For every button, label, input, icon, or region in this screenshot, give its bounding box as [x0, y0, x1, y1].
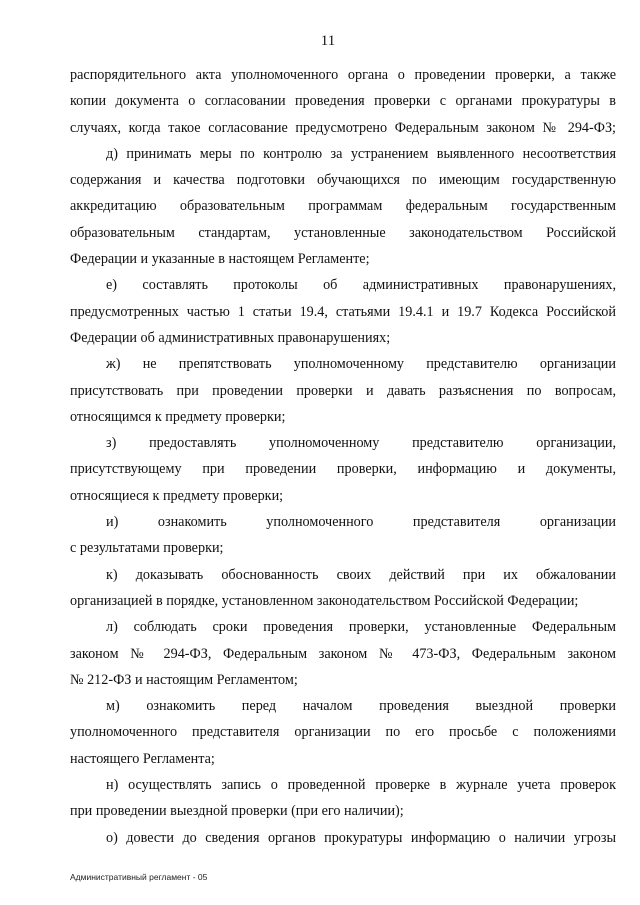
text-line: содержания и качества подготовки обучающихся по имеющим государственную	[70, 172, 616, 189]
paragraph-o	[70, 825, 616, 851]
text-line: образовательным стандартам, установленные законодательством Российской	[70, 224, 616, 241]
paragraph-n	[70, 772, 616, 825]
paragraph-l	[70, 614, 616, 693]
text-line: о) довести до сведения органов прокуратуры информацию о наличии угрозы	[106, 829, 616, 846]
text-line: копии документа о согласовании проведения проверки с органами прокуратуры в	[70, 93, 616, 110]
text-line: и) ознакомить уполномоченного представителя организации	[106, 514, 616, 531]
footer-document-id: Административный регламент - 05	[70, 872, 208, 882]
text-line: к) доказывать обоснованность своих действий при их обжаловании	[106, 566, 616, 583]
text-line: н) осуществлять запись о проведенной проверке в журнале учета проверок	[106, 777, 616, 794]
paragraph-m	[70, 693, 616, 772]
document-body	[70, 62, 616, 851]
text-line: случаях, когда такое согласование предусмотрено Федеральным законом № 294-ФЗ;	[70, 119, 616, 136]
text-line: присутствовать при проведении проверки и давать разъяснения по вопросам,	[70, 382, 616, 399]
text-line: относящимся к предмету проверки;	[70, 408, 286, 425]
text-line: л) соблюдать сроки проведения проверки, установленные Федеральным	[106, 619, 616, 636]
text-line: уполномоченного представителя организации по его просьбе с положениями	[70, 724, 616, 741]
paragraph-k	[70, 562, 616, 615]
text-line: аккредитацию образовательным программам федеральным государственным	[70, 198, 616, 215]
page-number: 11	[320, 33, 336, 49]
text-line: законом № 294-ФЗ, Федеральным законом № 473-ФЗ, Федеральным законом	[70, 645, 616, 662]
text-line: при проведении выездной проверки (при его наличии);	[70, 803, 404, 820]
text-line: № 212-ФЗ и настоящим Регламентом;	[70, 671, 298, 688]
text-line: з) предоставлять уполномоченному представителю организации,	[106, 435, 616, 452]
text-line: присутствующему при проведении проверки, информацию и документы,	[70, 461, 616, 478]
paragraph-zh	[70, 351, 616, 430]
paragraph-e	[70, 272, 616, 351]
text-line: е) составлять протоколы об административных правонарушениях,	[106, 277, 616, 294]
paragraph-continuation	[70, 62, 616, 141]
text-line: предусмотренных частью 1 статьи 19.4, статьями 19.4.1 и 19.7 Кодекса Российской	[70, 303, 616, 320]
text-line: с результатами проверки;	[70, 540, 224, 557]
text-line: относящиеся к предмету проверки;	[70, 487, 284, 504]
text-line: распорядительного акта уполномоченного органа о проведении проверки, а также	[70, 67, 616, 83]
text-line: м) ознакомить перед началом проведения выездной проверки	[106, 698, 616, 715]
text-line: Федерации об административных правонарушениях;	[70, 329, 391, 346]
paragraph-d	[70, 141, 616, 272]
text-line: настоящего Регламента;	[70, 750, 215, 767]
text-line: организацией в порядке, установленном законодательством Российской Федерации;	[70, 592, 579, 609]
paragraph-z	[70, 430, 616, 509]
text-line: д) принимать меры по контролю за устранением выявленного несоответствия	[106, 145, 616, 162]
text-line: ж) не препятствовать уполномоченному представителю организации	[106, 356, 616, 373]
paragraph-i	[70, 509, 616, 562]
text-line: Федерации и указанные в настоящем Регламенте;	[70, 251, 370, 268]
